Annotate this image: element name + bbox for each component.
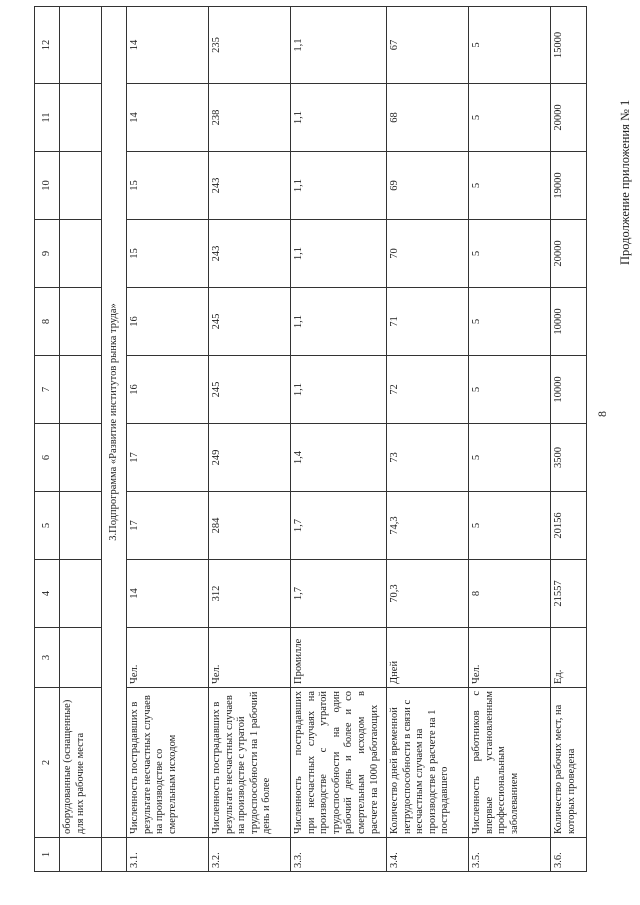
value-cell: 15 (127, 152, 209, 220)
value-cell: 73 (387, 424, 469, 492)
unit: Чел. (469, 628, 551, 688)
value-cell: 71 (387, 288, 469, 356)
table-row (127, 7, 209, 872)
value-cell: 14 (127, 84, 209, 152)
unit: Чел. (127, 628, 209, 688)
value-cell: 243 (209, 220, 291, 288)
column-number: 12 (35, 7, 60, 84)
row-number: 3.4. (387, 838, 469, 872)
value-cell: 17 (127, 492, 209, 560)
value-cell: 1,1 (291, 356, 387, 424)
table-row (387, 7, 469, 872)
section-title: 3.Подпрограмма «Развитие институтов рынка труда» (102, 7, 127, 838)
value-cell: 72 (387, 356, 469, 424)
unit: Ед. (551, 628, 587, 688)
unit: Чел. (209, 628, 291, 688)
value-cell: 20000 (551, 84, 587, 152)
column-number: 2 (35, 688, 60, 838)
value-cell: 284 (209, 492, 291, 560)
value-cell: 1,4 (291, 424, 387, 492)
column-number-row (35, 7, 60, 872)
value-cell: 8 (469, 560, 551, 628)
table-row (469, 7, 551, 872)
column-number: 9 (35, 220, 60, 288)
value-cell: 3500 (551, 424, 587, 492)
value-cell: 1,1 (291, 220, 387, 288)
value-cell: 20156 (551, 492, 587, 560)
row-number: 3.5. (469, 838, 551, 872)
value-cell: 16 (127, 288, 209, 356)
value-cell: 74,3 (387, 492, 469, 560)
value-cell: 70 (387, 220, 469, 288)
table-row (291, 7, 387, 872)
row-number: 3.6. (551, 838, 587, 872)
value-cell: 14 (127, 560, 209, 628)
continued-row (60, 7, 102, 872)
empty-cell (102, 838, 127, 872)
value-cell: 249 (209, 424, 291, 492)
value-cell: 5 (469, 84, 551, 152)
value-cell: 245 (209, 356, 291, 424)
value-cell: 70,3 (387, 560, 469, 628)
section-row (102, 7, 127, 872)
row-number: 3.1. (127, 838, 209, 872)
value-cell: 10000 (551, 288, 587, 356)
column-number: 1 (35, 838, 60, 872)
value-cell: 5 (469, 220, 551, 288)
value-cell: 243 (209, 152, 291, 220)
column-number: 8 (35, 288, 60, 356)
column-number: 3 (35, 628, 60, 688)
value-cell: 67 (387, 7, 469, 84)
table-row (209, 7, 291, 872)
unit: Дней (387, 628, 469, 688)
value-cell: 238 (209, 84, 291, 152)
value-cell: 312 (209, 560, 291, 628)
empty-cell (60, 838, 102, 872)
value-cell: 5 (469, 356, 551, 424)
value-cell: 235 (209, 7, 291, 84)
column-number: 11 (35, 84, 60, 152)
value-cell: 1,7 (291, 492, 387, 560)
value-cell: 5 (469, 424, 551, 492)
row-number: 3.2. (209, 838, 291, 872)
value-cell: 5 (469, 288, 551, 356)
column-number: 7 (35, 356, 60, 424)
unit: Промилле (291, 628, 387, 688)
value-cell: 17 (127, 424, 209, 492)
value-cell: 5 (469, 152, 551, 220)
value-cell: 19000 (551, 152, 587, 220)
row-number: 3.3. (291, 838, 387, 872)
page-number: 8 (595, 411, 609, 417)
indicator-name: Численность пострадавших в результате несчастных случаев на производстве с утратой трудоспособности на 1 рабочий день и более (209, 688, 291, 838)
value-cell: 16 (127, 356, 209, 424)
value-cell: 14 (127, 7, 209, 84)
column-number: 5 (35, 492, 60, 560)
column-number: 4 (35, 560, 60, 628)
value-cell: 1,1 (291, 7, 387, 84)
value-cell: 21557 (551, 560, 587, 628)
indicators-table (34, 6, 587, 872)
value-cell: 68 (387, 84, 469, 152)
indicator-name: Количество рабочих мест, на которых проведена (551, 688, 587, 838)
indicator-name: Численность пострадавших в результате несчастных случаев на производстве со смертельным исходом (127, 688, 209, 838)
appendix-continuation-note: Продолжение приложения № 1 (618, 99, 632, 265)
column-number: 6 (35, 424, 60, 492)
column-number: 10 (35, 152, 60, 220)
value-cell: 5 (469, 492, 551, 560)
continued-row-text: оборудованные (оснащенные) для них рабочие места (60, 688, 102, 838)
indicator-name: Численность пострадавших при несчастных случаях на производстве с утратой трудоспособности на один рабочий день и более и со смертельным исходом в расчете на 1000 работающих (291, 688, 387, 838)
table-row (551, 7, 587, 872)
value-cell: 5 (469, 7, 551, 84)
value-cell: 20000 (551, 220, 587, 288)
value-cell: 15000 (551, 7, 587, 84)
value-cell: 1,1 (291, 288, 387, 356)
value-cell: 245 (209, 288, 291, 356)
value-cell: 1,1 (291, 84, 387, 152)
value-cell: 1,7 (291, 560, 387, 628)
indicator-name: Численность работников с впервые установленным профессиональным заболеванием (469, 688, 551, 838)
indicator-name: Количество дней временной нетрудоспособности в связи с несчастным случаем на производстве в расчете на 1 пострадавшего (387, 688, 469, 838)
value-cell: 69 (387, 152, 469, 220)
value-cell: 10000 (551, 356, 587, 424)
value-cell: 1,1 (291, 152, 387, 220)
value-cell: 15 (127, 220, 209, 288)
